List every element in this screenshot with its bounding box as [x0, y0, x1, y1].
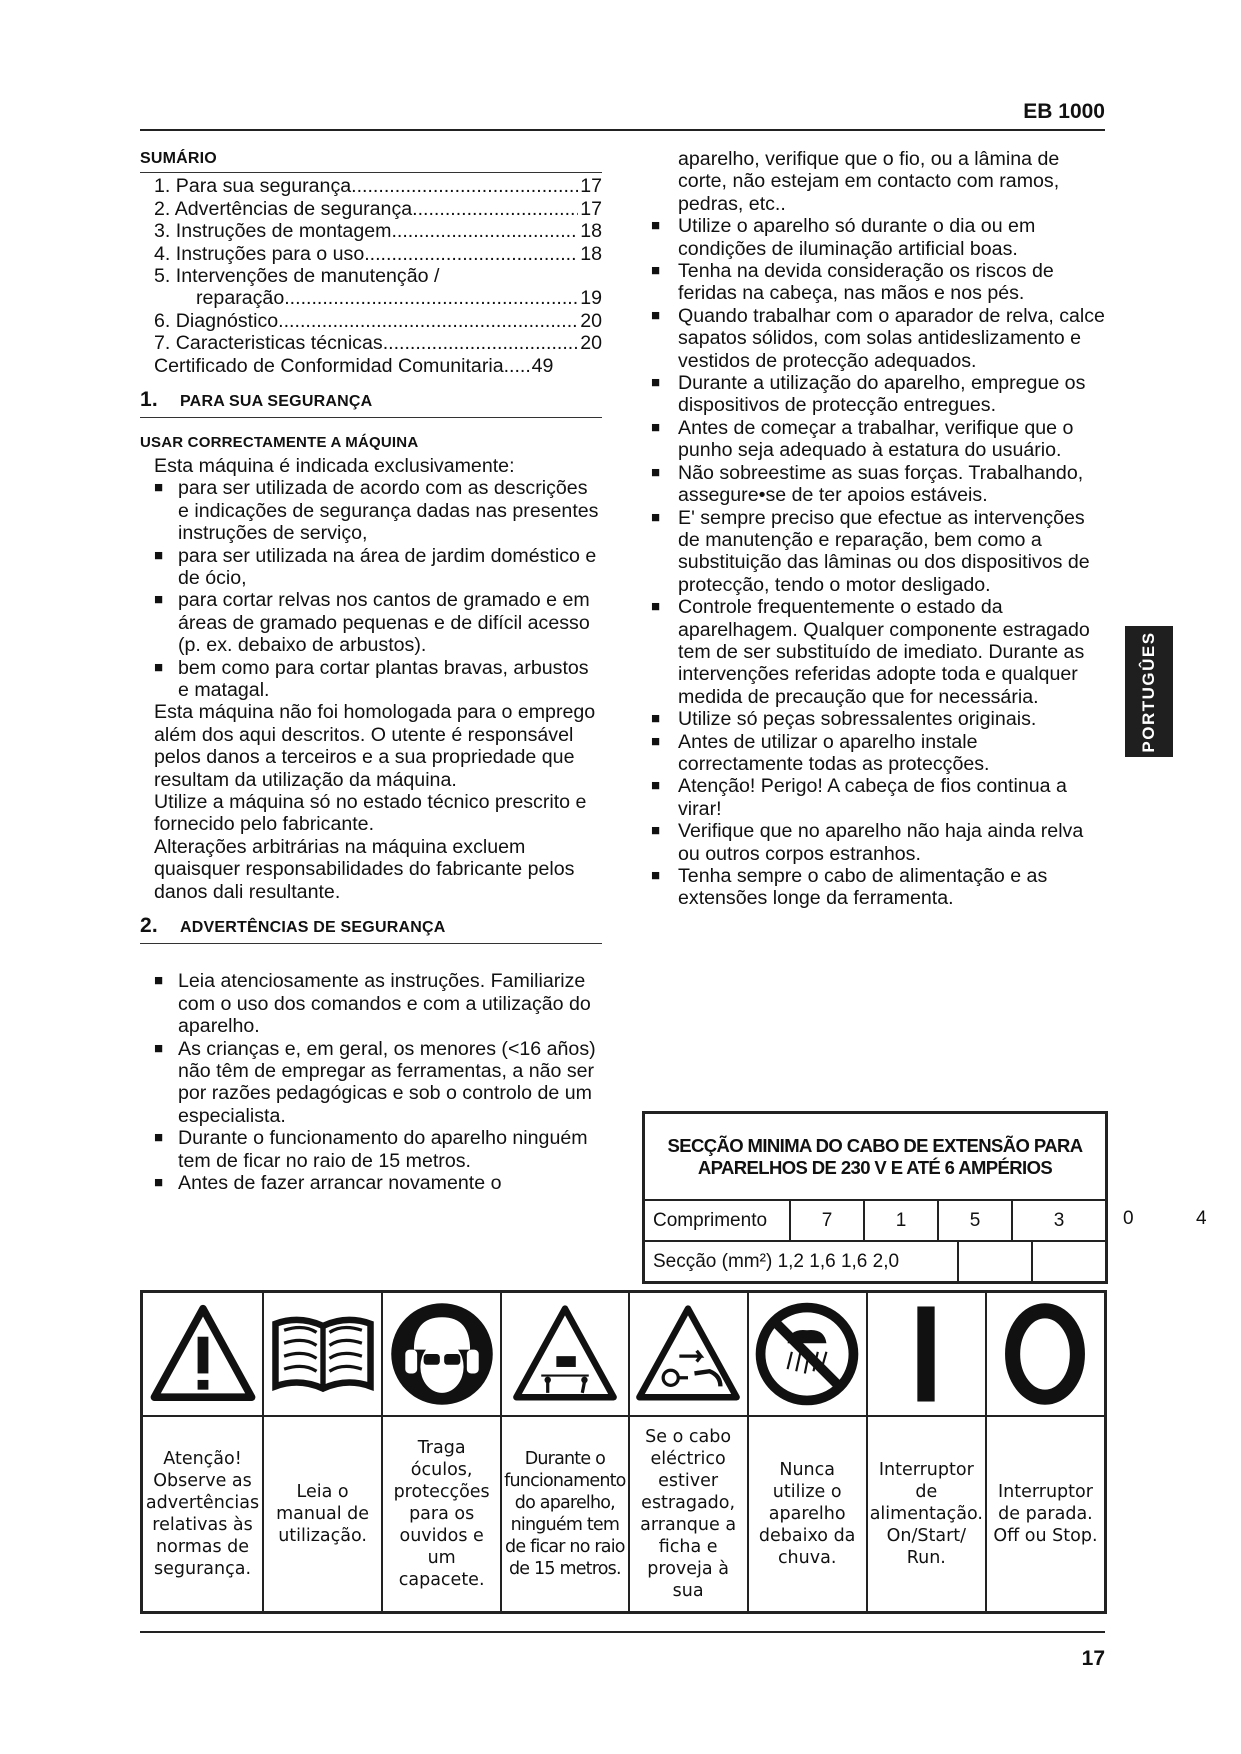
- table-cell: [1031, 1242, 1105, 1281]
- list-item: ■ Antes de utilizar o aparelho instale correctamente todas as protecções.: [651, 731, 1105, 776]
- list-item: ■ Não sobreestime as suas forças. Trabalhando, assegure•se de ter apoios estáveis.: [651, 462, 1105, 507]
- toc-entry: 5. Intervenções de manutenção /: [154, 265, 440, 288]
- paragraph: Utilize a máquina só no estado técnico prescrito e fornecido pelo fabricante.: [154, 790, 587, 836]
- continuation-text: aparelho, verifique que o fio, ou a lâmina de corte, não estejam em contacto com ramos, pedras, etc..: [678, 148, 1060, 215]
- left-column: [140, 148, 602, 1194]
- toc-entry: 1. Para sua segurança ..... 17: [154, 175, 602, 197]
- list-item: ■ Utilize o aparelho só durante o dia ou em condições de iluminação artificial boas.: [651, 215, 1105, 260]
- symbol-cell: Durante o funcionamento do aparelho, ninguém tem de ficar no raio de 15 metros.: [500, 1293, 627, 1611]
- list-item: ■ Durante o funcionamento do aparelho ninguém tem de ficar no raio de 15 metros.: [140, 1127, 602, 1172]
- table-row: [645, 1240, 1105, 1281]
- list-item: ■ bem como para cortar plantas bravas, arbustos e matagal.: [140, 657, 602, 702]
- list-item: ■ Tenha sempre o cabo de alimentação e as extensões longe da ferramenta.: [651, 865, 1105, 910]
- list-item: ■ Leia atenciosamente as instruções. Familiarize com o uso dos comandos e com a utilização do aparelho.: [140, 970, 602, 1037]
- list-item: ■ Controle frequentemente o estado da aparelhagem. Qualquer componente estragado tem de ser substituído de imediato. Durante as intervenções referidas adopte toda e qualquer medida de precaução que for necessária.: [651, 596, 1105, 708]
- list-item: ■ Utilize só peças sobressalentes originais.: [651, 708, 1105, 730]
- table-overflow-value: 0: [1123, 1208, 1134, 1229]
- symbol-cell: Leia o manual de utilização.: [262, 1293, 381, 1611]
- intro-text: Esta máquina é indicada exclusivamente:: [154, 454, 515, 477]
- language-tab: PORTUGÛES: [1125, 626, 1173, 757]
- section-2-heading: 2. ADVERTÊNCIAS DE SEGURANÇA: [140, 915, 602, 944]
- page-number: 17: [1081, 1647, 1105, 1670]
- table-cell: Secção (mm²) 1,2 1,6 1,6 2,0: [653, 1250, 900, 1272]
- warning-bullet-list: [140, 970, 602, 1194]
- toc-entry: 3. Instruções de montagem ..... 18: [154, 220, 602, 242]
- use-correctly-heading: USAR CORRECTAMENTE A MÁQUINA: [140, 434, 419, 452]
- footer-rule: [140, 1631, 1105, 1633]
- toc-entry: 2. Advertências de segurança ..... 17: [154, 198, 602, 220]
- cable-table-title: SECÇÃO MINIMA DO CABO DE EXTENSÃO PARA APARELHOS DE 230 V E ATÉ 6 AMPÉRIOS: [645, 1114, 1105, 1201]
- paragraph: Alterações arbitrárias na máquina excluem quaisquer responsabilidades do fabricante pelos danos dali resultante.: [154, 835, 575, 903]
- switch-off-icon: [991, 1300, 1099, 1408]
- symbol-cell: Traga óculos, protecções para os ouvidos e um capacete.: [381, 1293, 500, 1611]
- symbol-cell: Atenção! Observe as advertências relativas às normas de segurança.: [143, 1293, 262, 1611]
- model-label: EB 1000: [1023, 100, 1105, 123]
- open-book-icon: [269, 1300, 377, 1408]
- distance-15m-icon: [511, 1300, 619, 1408]
- table-cell: 5: [937, 1201, 1011, 1240]
- table-cell: 7: [789, 1201, 863, 1240]
- no-rain-icon: [753, 1300, 861, 1408]
- toc-entry: 4. Instruções para o uso ..... 18: [154, 243, 602, 265]
- table-cell: 3: [1011, 1201, 1105, 1240]
- list-item: ■ Atenção! Perigo! A cabeça de fios continua a virar!: [651, 775, 1105, 820]
- section-1-heading: 1. PARA SUA SEGURANÇA: [140, 389, 602, 418]
- toc-entry: Certificado de Conformidad Comunitaria ..... 49: [154, 355, 602, 377]
- symbol-cell: Interruptor de alimentação. On/Start/ Run.: [866, 1293, 985, 1611]
- table-cell: Comprimento: [653, 1209, 768, 1231]
- switch-on-icon: [872, 1300, 980, 1408]
- safety-bullet-list: [651, 215, 1105, 910]
- toc-entry: 7. Caracteristicas técnicas ..... 20: [154, 332, 602, 354]
- symbol-cell: Interruptor de parada. Off ou Stop.: [985, 1293, 1104, 1611]
- list-item: ■ Tenha na devida consideração os riscos de feridas na cabeça, nas mãos e nos pés.: [651, 260, 1105, 305]
- list-item: ■ para ser utilizada na área de jardim doméstico e de ócio,: [140, 545, 602, 590]
- table-cell: [957, 1242, 1031, 1281]
- summary-heading: SUMÁRIO: [140, 148, 602, 173]
- warning-triangle-icon: [149, 1300, 257, 1408]
- use-bullet-list: [140, 477, 602, 701]
- unplug-cable-icon: [634, 1300, 742, 1408]
- list-item: ■ Verifique que no aparelho não haja ainda relva ou outros corpos estranhos.: [651, 820, 1105, 865]
- list-item: ■ As crianças e, em geral, os menores (<16 años) não têm de empregar as ferramentas, a não ser por razões pedagógicas e sob o controlo de um especialista.: [140, 1038, 602, 1128]
- list-item: ■ Durante a utilização do aparelho, empregue os dispositivos de protecção entregues.: [651, 372, 1105, 417]
- list-item: ■ Quando trabalhar com o aparador de relva, calce sapatos sólidos, com solas antideslizamento e vestidos de protecção adequados.: [651, 305, 1105, 372]
- list-item: ■ para cortar relvas nos cantos de gramado e em áreas de gramado pequenas e de difícil acesso (p. ex. debaixo de arbustos).: [140, 589, 602, 656]
- list-item: ■ E' sempre preciso que efectue as intervenções de manutenção e reparação, bem como a substituição das lâminas ou dos dispositivos de protecção, tendo o motor desligado.: [651, 507, 1105, 597]
- toc-entry: reparação ..... 19: [154, 287, 602, 309]
- symbols-table: [140, 1290, 1107, 1614]
- list-item: ■ para ser utilizada de acordo com as descrições e indicações de segurança dadas nas presentes instruções de serviço,: [140, 477, 602, 544]
- toc-entry: 6. Diagnóstico ..... 20: [154, 310, 602, 332]
- table-row: [645, 1201, 1105, 1240]
- ear-eye-protection-icon: [388, 1300, 496, 1408]
- header-rule: [140, 129, 1105, 131]
- paragraph: Esta máquina não foi homologada para o emprego além dos aqui descritos. O utente é responsável pelos danos a terceiros e a sua propriedade que resultam da utilização da máquina.: [154, 701, 596, 791]
- list-item: ■ Antes de começar a trabalhar, verifique que o punho seja adequado à estatura do usuário.: [651, 417, 1105, 462]
- extension-cable-table: [642, 1111, 1108, 1284]
- symbol-cell: Nunca utilize o aparelho debaixo da chuva.: [747, 1293, 866, 1611]
- table-overflow-value: 4: [1196, 1208, 1207, 1229]
- table-of-contents: [140, 175, 602, 377]
- list-item: ■ Antes de fazer arrancar novamente o: [140, 1172, 602, 1194]
- right-column: [651, 148, 1105, 910]
- table-cell: 1: [863, 1201, 937, 1240]
- symbol-cell: Se o cabo eléctrico estiver estragado, arranque a ficha e proveja à sua: [628, 1293, 747, 1611]
